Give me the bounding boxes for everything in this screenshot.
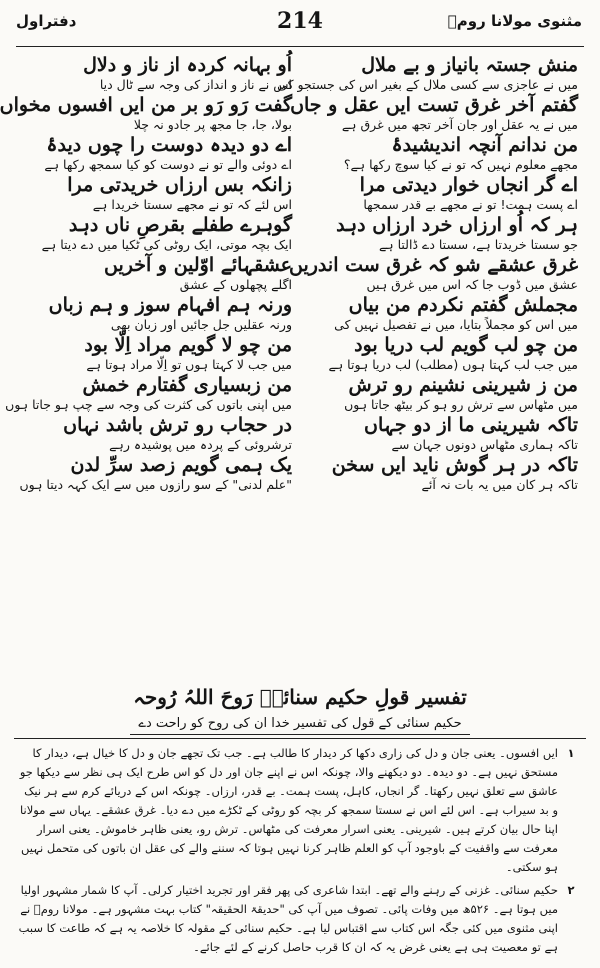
verse-row bbox=[22, 294, 578, 316]
translation-right: تاکہ ہر کان میں یہ بات نہ آئے bbox=[421, 477, 578, 492]
translation-left: میں جب لا کہتا ہوں تو اِلّا مراد ہوتا ہے bbox=[86, 357, 292, 372]
verse-row bbox=[22, 54, 578, 76]
translation-row bbox=[22, 356, 578, 374]
verse-right: تاکہ شیرینی ما از دو جہاں bbox=[363, 414, 578, 436]
translation-row bbox=[22, 156, 578, 174]
translation-row bbox=[5, 396, 578, 414]
translation-left: ورنہ عقلیں جل جائیں اور زبان بھی bbox=[110, 317, 292, 332]
translation-left: بولا، جا، جا مجھ پر جادو نہ چلا bbox=[133, 117, 292, 132]
verse-right: من ندانم آنچہ اندیشیدۂ bbox=[391, 134, 578, 156]
verse-left: اے دو دیدہ دوست را چوں دیدۂ bbox=[46, 134, 292, 156]
translation-row bbox=[22, 116, 578, 134]
footnote bbox=[16, 881, 584, 957]
verse-right: گفتم آخر غرق تست ایں عقل و جاں bbox=[290, 94, 578, 116]
verse-left: من چو لا گویم مراد اِلّا بود bbox=[84, 334, 292, 356]
header-rule bbox=[16, 46, 584, 47]
translation-row bbox=[19, 476, 578, 494]
volume-label: دفتراول bbox=[16, 12, 77, 30]
verse-left: در حجاب رو ترش باشد نہاں bbox=[63, 414, 292, 436]
footnote-number: ۱ bbox=[567, 746, 575, 760]
translation-right: میں جب لب کہتا ہوں (مطلب) لب دریا ہوتا ہے bbox=[328, 357, 578, 372]
verse-left: من زبسیاری گفتارم خمش bbox=[82, 374, 292, 396]
book-title: مثنوی مولانا رومؒ bbox=[447, 12, 582, 30]
verse-row bbox=[22, 134, 578, 156]
footnotes bbox=[16, 744, 584, 957]
verse-left: اُو بہانہ کردہ از ناز و دلال bbox=[83, 54, 292, 76]
page-header bbox=[0, 0, 600, 44]
translation-left: اے دوئی والے تو نے دوست کو کیا سمجھ رکھا ہے bbox=[44, 157, 292, 172]
verse-right: غرق عشقے شو کہ غرق ست اندریں bbox=[289, 254, 578, 276]
verse-right: اے گر انجاں خوار دیدتی مرا bbox=[359, 174, 578, 196]
translation-row bbox=[22, 276, 578, 294]
verse-right: مجملش گفتم نکردم من بیاں bbox=[348, 294, 578, 316]
tafsir-section bbox=[22, 682, 578, 735]
translation-right: میں نے عاجزی سے کسی ملال کے بغیر اس کی جستجو کی bbox=[277, 77, 578, 92]
translation-right: میں نے یہ عقل اور جان آخر تجھ میں غرق ہے bbox=[341, 117, 578, 132]
page-number: 214 bbox=[277, 8, 323, 34]
verse-right: ہر کہ اُو ارزاں خرد ارزاں دہد bbox=[336, 214, 578, 236]
translation-right: تاکہ ہماری مٹھاس دونوں جہان سے bbox=[391, 437, 578, 452]
translation-left: "علم لدنی" کے سو رازوں میں سے ایک کہہ دیتا ہوں bbox=[19, 477, 292, 492]
verse-left: عشقہائے اوّلین و آخریں bbox=[104, 254, 292, 276]
translation-right: عشق میں ڈوب جا کہ اس میں غرق ہیں bbox=[366, 277, 578, 292]
verse-left: گفت رَو رَو بر من ایں افسوں مخواں bbox=[0, 94, 292, 116]
translation-left: اگلے پچھلوں کے عشق bbox=[179, 277, 292, 292]
verse-row bbox=[22, 214, 578, 236]
verse-left: زانکہ بس ارزاں خریدتی مرا bbox=[67, 174, 292, 196]
translation-left: میں اپنی باتوں کی کثرت کی وجہ سے چپ ہو جاتا ہوں bbox=[5, 397, 292, 412]
translation-row bbox=[22, 236, 578, 254]
verse-row bbox=[0, 94, 578, 116]
verse-left: گوہرے طفلے بقرصِ ناں دہد bbox=[68, 214, 292, 236]
verse-row bbox=[22, 454, 578, 476]
verse-right: من چو لب گویم لب دریا بود bbox=[354, 334, 578, 356]
verse-left: ورنہ ہم افہام سوز و ہم زباں bbox=[48, 294, 292, 316]
tafsir-heading: تفسیر قولِ حکیم سنائیؒ رَوحَ اللہُ رُوحہ bbox=[133, 685, 467, 709]
footnote bbox=[16, 744, 584, 877]
verse-row bbox=[22, 254, 578, 276]
translation-right: میں مٹھاس سے ترش رو ہو کر بیٹھ جاتا ہوں bbox=[344, 397, 578, 412]
translation-row bbox=[22, 196, 578, 214]
footnote-number: ۲ bbox=[567, 883, 575, 897]
translation-right: اے پست ہمت! تو نے مجھے بے قدر سمجھا bbox=[363, 197, 578, 212]
couplet-area bbox=[0, 54, 578, 682]
footnote-text: حکیم سنائی۔ غزنی کے رہنے والے تھے۔ ابتدا شاعری کی پھر فقر اور تجرید اختیار کرلی۔ آپ کا شمار مشہور اولیا میں ہوتا ہے۔ ۵۲۶ھ میں وفات پائی۔ تصوف میں آپ کی "حدیقۃ الحقیقہ" کتاب بہت مشہور ہے۔ مولانا رومؒ نے اپنی مثنوی میں کئی جگہ اس کتاب سے اقتباس لیا ہے۔ حکیم سنائی کے مقولہ کا خلاصہ یہ ہے کہ طاعت کا سبب ہے تو معصیت ہی ہے یعنی غرض یہ کہ ان کا قرب حاصل کرنے کے لئے جائے۔ bbox=[18, 883, 558, 954]
verse-row bbox=[22, 414, 578, 436]
tafsir-subheading: حکیم سنائی کے قول کی تفسیر خدا ان کی روح کو راحت دے bbox=[130, 714, 469, 735]
verse-right: من ز شیرینی نشینم رو ترش bbox=[348, 374, 578, 396]
translation-left: اس لئے کہ تو نے مجھے سستا خریدا ہے bbox=[92, 197, 292, 212]
footnote-text: ایں افسوں۔ یعنی جان و دل کی زاری دکھا کر دیدار کا طالب ہے۔ جب تک تجھے جان و دل کا خیال ہے، دیدار کا مستحق نہیں ہے۔ دو دیدہ۔ دو دیکھنے والا، چونکہ اس نے اپنے جان اور دل کو اس طرح ایک ہی نظر سے دیکھا جو عاشق سے تعلق نہیں رکھتا۔ گر انجاں، کاہل، پست ہمت۔ بے قدر، ارزاں۔ چونکہ اس کے دریائے کرم سے ہر نیک و بد سیراب ہے۔ اس لئے اس نے سستا سمجھ کر بچہ کو روٹی کے ٹکڑے میں دے دیا۔ غرق عشقے۔ یہاں سے مولانا اپنا حال بیان کرتے ہیں۔ شیرینی۔ یعنی اسرار معرفت کی مٹھاس۔ ترش رو، یعنی ظاہر خاموش۔ یعنی اسرار معرفت سے واقفیت کے باوجود آپ کو العلم ظاہر کرنا نہیں ہوتا کہ سننے والے کی عقل ان باتوں کی متحمل نہیں ہو سکتی۔ bbox=[19, 746, 558, 874]
translation-right: میں اس کو مجملاً بتایا، میں نے تفصیل نہیں کی bbox=[334, 317, 578, 332]
translation-left: ایک بچہ موتی، ایک روٹی کی ٹکیا میں دے دیتا ہے bbox=[41, 237, 292, 252]
translation-right: جو سستا خریدتا ہے، سستا دے ڈالتا ہے bbox=[378, 237, 578, 252]
translation-left: اس نے ناز و انداز کی وجہ سے ٹال دیا bbox=[99, 77, 292, 92]
verse-row bbox=[22, 174, 578, 196]
translation-row bbox=[22, 316, 578, 334]
verse-row bbox=[22, 334, 578, 356]
verse-right: تاکہ در ہر گوش ناید ایں سخن bbox=[331, 454, 578, 476]
verse-row bbox=[22, 374, 578, 396]
translation-row bbox=[22, 76, 578, 94]
verse-right: منش جستہ بانیاز و بے ملال bbox=[361, 54, 578, 76]
verse-left: یک ہمی گویم زصد سرِّ لدن bbox=[70, 454, 292, 476]
translation-left: ترشروئی کے پردہ میں پوشیدہ رہے bbox=[109, 437, 292, 452]
translation-right: مجھے معلوم نہیں کہ تو نے کیا سوچ رکھا ہے؟ bbox=[343, 157, 578, 172]
footnote-rule bbox=[14, 738, 586, 739]
translation-row bbox=[22, 436, 578, 454]
